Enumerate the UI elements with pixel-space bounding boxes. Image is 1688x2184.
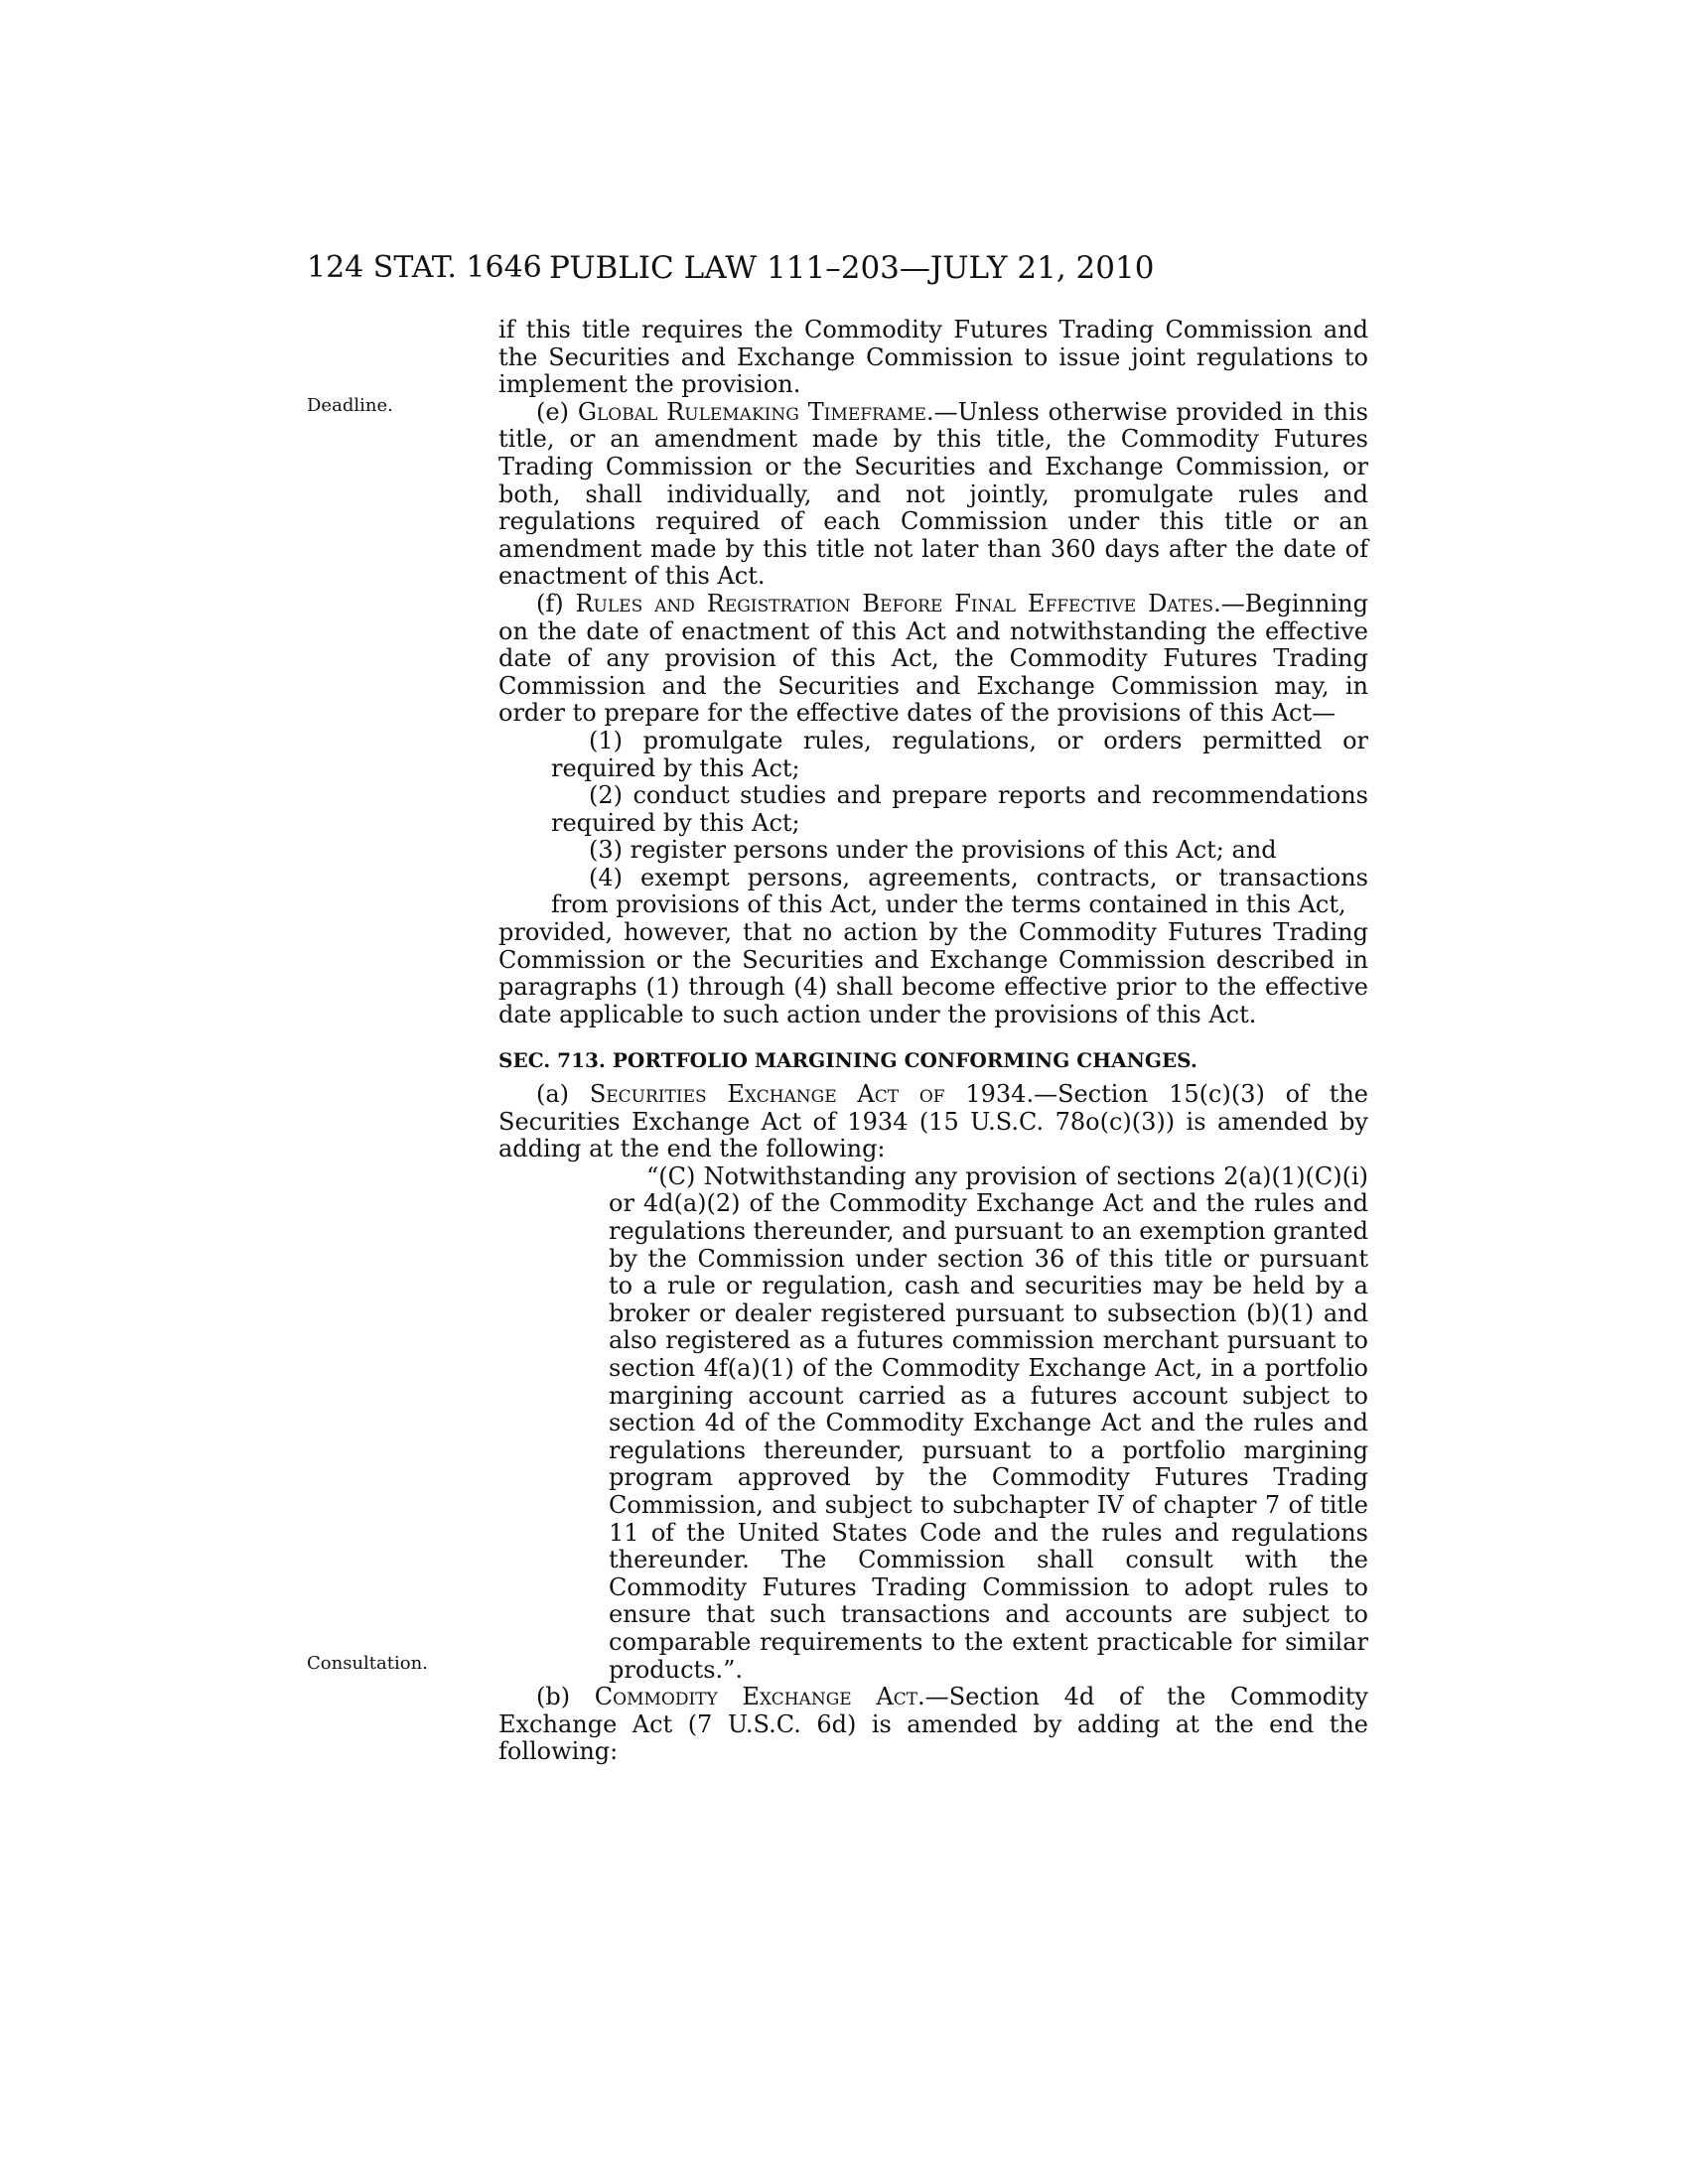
list-item: (3) register persons under the provisions of this Act; and [589,836,1277,865]
subsection-a-heading: Securities Exchange Act of 1934 [589,1080,1027,1109]
subsection-a: (a) Securities Exchange Act of 1934.—Section 15(c)(3) of the Securities Exchange Act of 1934 (15 U.S.C. 78o(c)(3)) is amended by adding at the end the following: [498,1080,1368,1163]
list-item: (2) conduct studies and prepare reports and recommendations required by this Act; [551,781,1368,837]
subsection-a-text: Section 15(c)(3) of the Securities Exchange Act of 1934 (15 U.S.C. 78o(c)(3)) is amended by adding at the end the following: [498,1080,1368,1163]
subsection-f-text: Beginning on the date of enactment of this Act and notwithstanding the effective date of any provision of this Act, the Commodity Futures Trading Commission and the Securities and Exchange Commission may, in order to prepare for the effective dates of the provisions of this Act— [498,589,1368,728]
subsection-b-heading: Commodity Exchange Act [594,1683,918,1711]
subsection-f-heading: Rules and Registration Before Final Effective Dates [575,589,1214,617]
statute-page-reference: 124 STAT. 1646 [307,250,542,285]
subsection-a-label: (a) [536,1080,570,1109]
proviso-paragraph: provided, however, that no action by the Commodity Futures Trading Commission or the Securities and Exchange Commission described in paragraphs (1) through (4) shall become effective prior to the effective date applicable to such action under the provisions of this Act. [498,918,1368,1028]
subsection-b-label: (b) [536,1683,571,1711]
section-heading: SEC. 713. PORTFOLIO MARGINING CONFORMING CHANGES. [498,1048,1197,1073]
subsection-f-label: (f) [536,589,564,617]
law-title: PUBLIC LAW 111–203—JULY 21, 2010 [549,250,1155,286]
subsection-f: (f) Rules and Registration Before Final Effective Dates.—Beginning on the date of enactment of this Act and notwithstanding the effective date of any provision of this Act, the Commodity Futures Trading Commission and the Securities and Exchange Commission may, in order to prepare for the effective dates of the provisions of this Act— [498,589,1368,728]
document-body [498,317,1368,1766]
subsection-b-text: Section 4d of the Commodity Exchange Act (7 U.S.C. 6d) is amended by adding at the end the following: [498,1683,1368,1766]
quoted-amendment: “(C) Notwithstanding any provision of sections 2(a)(1)(C)(i) or 4d(a)(2) of the Commodity Exchange Act and the rules and regulations thereunder, and pursuant to an exemption granted by the Commission under section 36 of this title or pursuant to a rule or regulation, cash and securities may be held by a broker or dealer registered pursuant to subsection (b)(1) and also registered as a futures commission merchant pursuant to section 4f(a)(1) of the Commodity Exchange Act, in a portfolio margining account carried as a futures account subject to section 4d of the Commodity Exchange Act and the rules and regulations thereunder, pursuant to a portfolio margining program approved by the Commodity Futures Trading Commission, and subject to subchapter IV of chapter 7 of title 11 of the United States Code and the rules and regulations thereunder. The Commission shall consult with the Commodity Futures Trading Commission to adopt rules to ensure that such transactions and accounts are subject to comparable requirements to the extent practicable for similar products.”. [609,1161,1368,1684]
margin-note-consultation: Consultation. [307,1653,428,1674]
subsection-e-label: (e) [536,397,569,426]
subsection-e-text: Unless otherwise provided in this title, or an amendment made by this title, the Commodity Futures Trading Commission or the Securities and Exchange Commission, or both, shall individually, and not jointly, promulgate rules and regulations required of each Commission under this title or an amendment made by this title not later than 360 days after the date of enactment of this Act. [498,397,1368,591]
list-item: (1) promulgate rules, regulations, or orders permitted or required by this Act; [551,726,1368,782]
subsection-e: (e) Global Rulemaking Timeframe.—Unless otherwise provided in this title, or an amendment made by this title, the Commodity Futures Trading Commission or the Securities and Exchange Commission, or both, shall individually, and not jointly, promulgate rules and regulations required of each Commission under this title or an amendment made by this title not later than 360 days after the date of enactment of this Act. [498,397,1368,591]
continuation-paragraph: if this title requires the Commodity Futures Trading Commission and the Securities and Exchange Commission to issue joint regulations to implement the provision. [498,316,1368,399]
subsection-e-heading: Global Rulemaking Timeframe [577,397,926,426]
list-item: (4) exempt persons, agreements, contracts, or transactions from provisions of this Act, under the terms contained in this Act, [551,863,1368,919]
page-header [0,248,1688,288]
subsection-b: (b) Commodity Exchange Act.—Section 4d of the Commodity Exchange Act (7 U.S.C. 6d) is amended by adding at the end the following: [498,1683,1368,1766]
margin-note-deadline: Deadline. [307,395,393,416]
